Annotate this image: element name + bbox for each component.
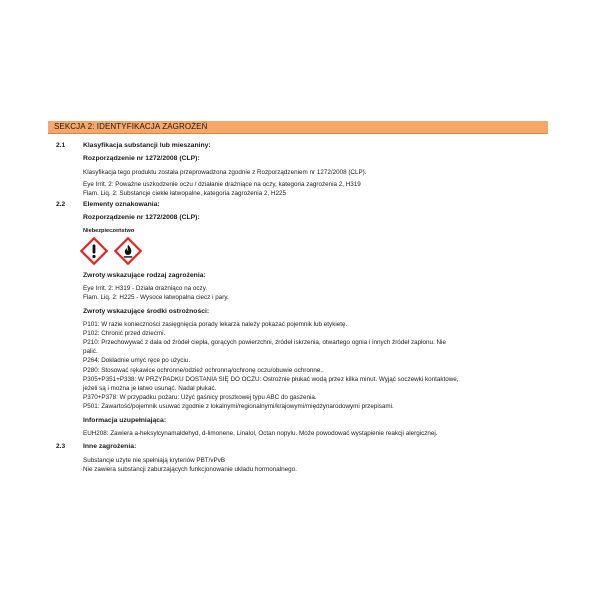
precautionary-statement-line: P305+P351+P338: W PRZYPADKU DOSTANIA SIĘ DO OCZU: Ostrożnie płukać wodą przez kilka minut. Wyjąć soczewki kontaktowe,: [83, 376, 459, 383]
heading-classification: Klasyfikacja substancji lub mieszaniny:: [83, 142, 211, 149]
classification-line: Flam. Liq. 2: Substancje ciekłe łatwopalne, kategoria zagrożenia 2, H225: [83, 190, 287, 197]
hazard-statement-line: Eye Irrit. 2: H319 - Działa drażniąco na oczy.: [83, 285, 208, 292]
section-number-2-2: 2.2: [56, 201, 66, 208]
flame-icon: [114, 237, 142, 265]
classification-line: Klasyfikacja tego produktu została przeprowadzona zgodnie z Rozporządzeniem nr 1272/2008 (CLP).: [83, 169, 367, 176]
regulation-heading-2-1: Rozporządzenie nr 1272/2008 (CLP):: [83, 155, 200, 162]
classification-line: Eye Irrit. 2: Poważne uszkodzenie oczu / działanie drażniące na oczy, kategoria zagrożenia 2, H319: [83, 181, 361, 188]
other-hazards-line: Substancje użyte nie spełniają kryteriów PBT/vPvB: [83, 457, 226, 464]
section-number-2-3: 2.3: [56, 443, 66, 450]
hazard-statements-heading: Zwroty wskazujące rodzaj zagrożenia:: [83, 272, 206, 279]
section-number-2-1: 2.1: [56, 142, 66, 149]
heading-other-hazards: Inne zagrożenia:: [83, 443, 137, 450]
exclamation-mark-icon: [80, 237, 108, 265]
other-hazards-line: Nie zawiera substancji zaburzających funkcjonowanie układu hormonalnego.: [83, 466, 297, 473]
precautionary-statement-line: P264: Dokładnie umyć ręce po użyciu.: [83, 357, 191, 364]
precautionary-statement-line: P102: Chronić przed dziećmi.: [83, 330, 166, 337]
precautionary-statement-line: palić.: [83, 348, 98, 355]
regulation-heading-2-2: Rozporządzenie nr 1272/2008 (CLP):: [83, 214, 200, 221]
section-header-bar: [48, 121, 548, 134]
precautionary-statement-line: P210: Przechowywać z dala od źródeł ciepła, gorących powierzchni, źródeł iskrzenia, otwartego ognia i innych źródeł zapłonu. Nie: [83, 339, 446, 346]
precautionary-statement-line: P501: Zawartość/pojemnik usuwać zgodnie z lokalnymi/regionalnymi/krajowymi/międzynarodowymi przepisami.: [83, 403, 394, 410]
supplementary-info-line: EUH208: Zawiera a-heksylcynamaldehyd, d-limonene, Linalol, Octan nopylu. Może powodować wystąpienie reakcji alergicznej.: [83, 430, 438, 437]
heading-label-elements: Elementy oznakowania:: [83, 201, 160, 208]
hazard-statement-line: Flam. Liq. 2: H225 - Wysoce łatwopalna ciecz i pary.: [83, 294, 229, 301]
supplementary-info-heading: Informacja uzupełniająca:: [83, 417, 167, 424]
signal-word: Niebezpieczeństwo: [83, 228, 135, 234]
precautionary-statement-line: P280: Stosować rękawice ochronne/odzież ochronną/ochronę oczu/obuwie ochronne..: [83, 367, 324, 374]
precautionary-statement-line: jeżeli są i można je łatwo usunąć. Nadal płukać.: [83, 385, 217, 392]
precautionary-statement-line: P101: W razie konieczności zasięgnięcia porady lekarza należy pokazać pojemnik lub etykietę.: [83, 321, 348, 328]
precautionary-statement-line: P370+P378: W przypadku pożaru: Użyć gaśnicy proszkowej typu ABC do gaszenia.: [83, 394, 317, 401]
section-title: SEKCJA 2: IDENTYFIKACJA ZAGROŻEŃ: [54, 122, 208, 131]
precautionary-statements-heading: Zwroty wskazujące środki ostrożności:: [83, 308, 210, 315]
